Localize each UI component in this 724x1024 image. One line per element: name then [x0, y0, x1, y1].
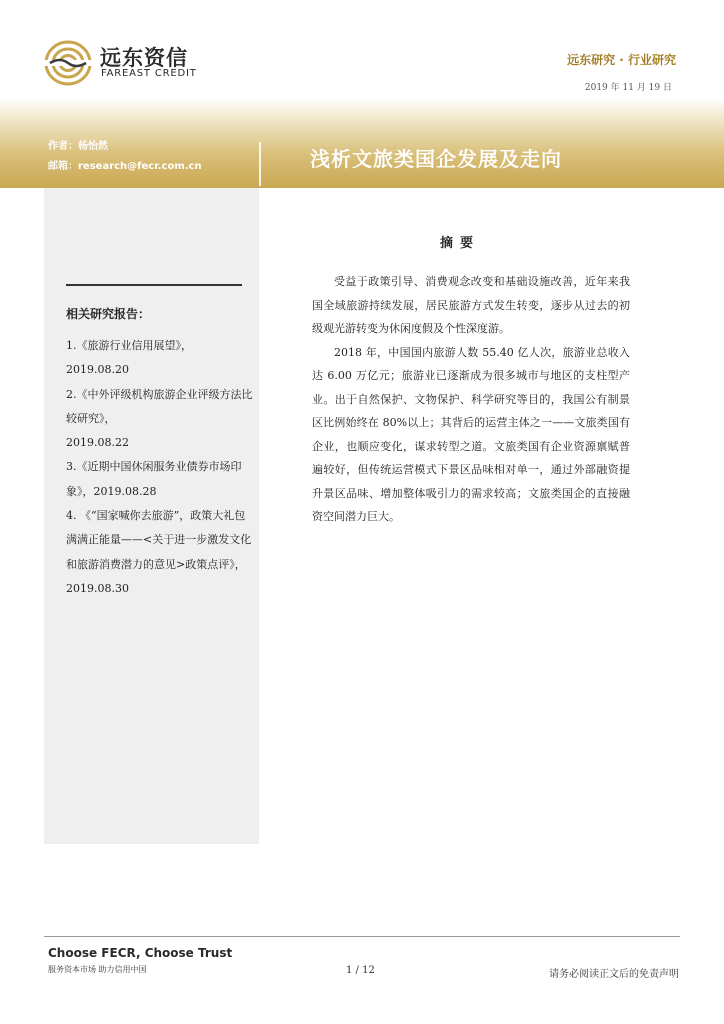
sidebar-divider	[66, 284, 242, 286]
related-reports-title: 相关研究报告：	[66, 307, 151, 321]
brand-name-cn: 远东资信	[100, 46, 188, 70]
author-email: 邮箱：research@fecr.com.cn	[48, 161, 202, 172]
footer-slogan: Choose FECR, Choose Trust	[48, 946, 233, 960]
footer-divider	[44, 936, 680, 937]
related-report-item[interactable]: 1.《旅游行业信用展望》，	[66, 339, 192, 352]
page-number: 1 / 12	[346, 965, 375, 976]
related-report-item[interactable]: 3.《近期中国休闲服务业债券市场印象》，2019.08.28	[66, 460, 242, 498]
summary-paragraph: 受益于政策引导、消费观念改变和基础设施改善，近年来我国全域旅游持续发展，居民旅游方式发生转变，逐步从过去的初级观光游转变为休闲度假及个性深度游。	[312, 275, 630, 335]
author-name: 作者：杨怡然	[48, 141, 108, 152]
banner-divider	[259, 142, 261, 186]
report-date: 2019 年 11 月 19 日	[584, 83, 672, 93]
author-info	[48, 137, 248, 177]
related-report-item: 2019.08.22	[66, 436, 129, 450]
related-report-item: 2019.08.20	[66, 363, 129, 377]
related-report-item[interactable]: 4. 《“国家喊你去旅游”，政策大礼包满满正能量——<关于进一步激发文化和旅游消费潜力的意见>政策点评》，	[66, 509, 252, 571]
summary-body	[312, 270, 630, 529]
report-title: 浅析文旅类国企发展及走向	[310, 147, 562, 171]
related-reports-list	[66, 334, 256, 601]
related-report-item: 2019.08.30	[66, 581, 129, 595]
report-series: 远东研究 · 行业研究	[567, 53, 676, 67]
company-logo	[44, 40, 214, 86]
disclaimer-note: 请务必阅读正文后的免责声明	[549, 969, 679, 980]
summary-paragraph: 2018 年，中国国内旅游人数 55.40 亿人次，旅游业总收入达 6.00 万亿元；旅游业已逐渐成为很多城市与地区的支柱型产业。出于自然保护、文物保护、科学研究等目的，我国公有制景区比例始终在 80%以上；其背后的运营主体之一——文旅类国有企业，也顺应变化，谋求转型之道。文旅类国有企业资源禀赋普遍较好，但传统运营模式下景区品味相对单一，通过外部融资提升景区品味、增加整体吸引力的需求较高；文旅类国企的直接融资空间潜力巨大。	[312, 345, 630, 523]
fareast-logo-icon	[44, 40, 92, 86]
brand-name-en: FAREAST CREDIT	[101, 68, 197, 79]
footer-tagline: 服务资本市场 助力信用中国	[48, 965, 147, 974]
summary-heading: 摘要	[440, 236, 481, 251]
related-report-item[interactable]: 2.《中外评级机构旅游企业评级方法比较研究》，	[66, 387, 253, 425]
